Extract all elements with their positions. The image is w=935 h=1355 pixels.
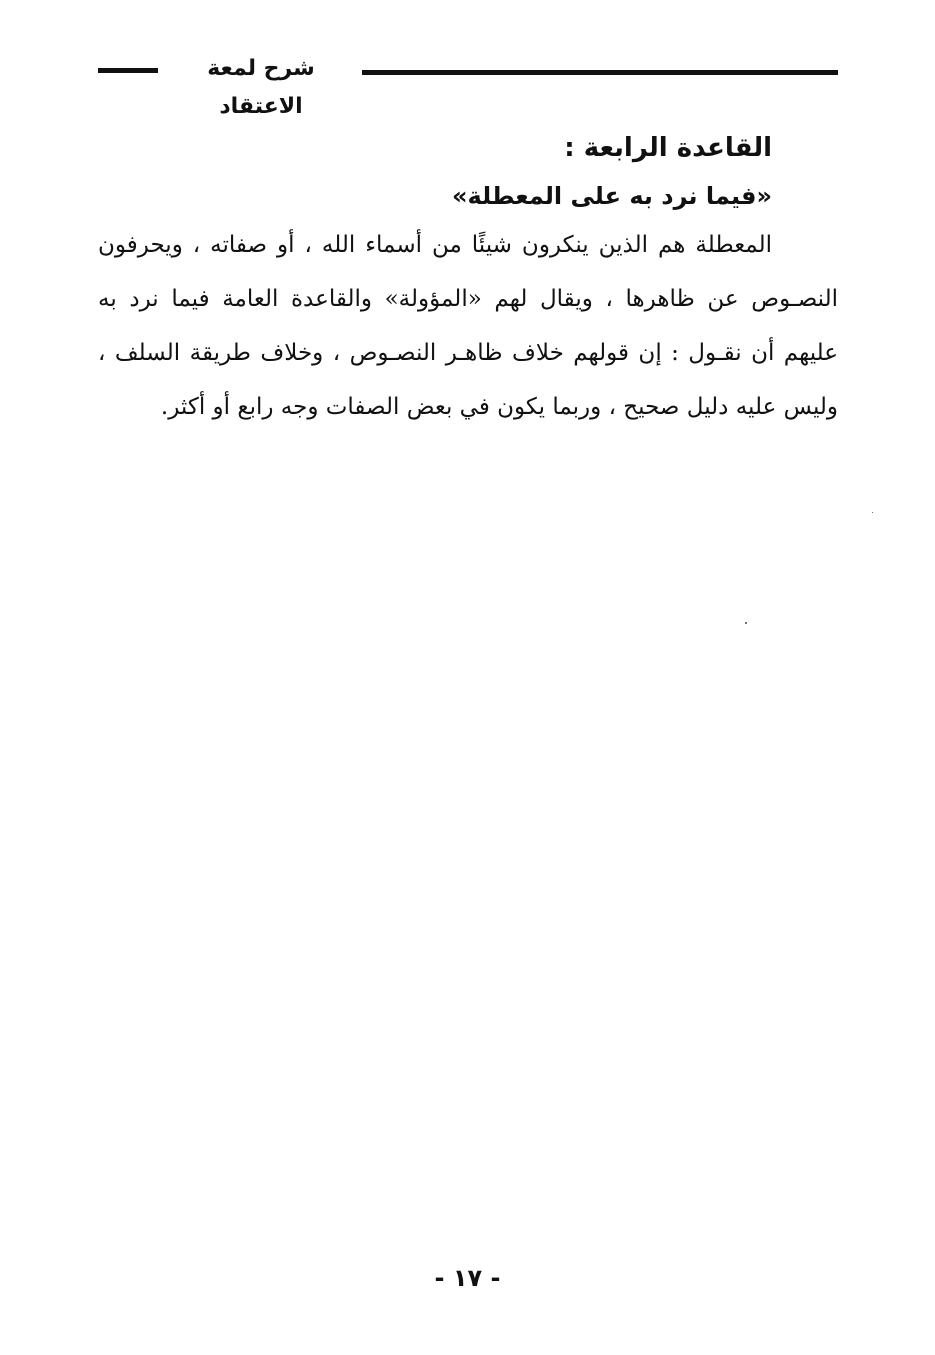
- running-header-title: شرح لمعة الاعتقاد: [207, 56, 315, 119]
- header-rule-left: [98, 68, 158, 73]
- body-paragraph: المعطلة هم الذين ينكرون شيئًا من أسماء الله ، أو صفاته ، ويحرفون النصـوص عن ظاهرها ، ويقال لهم «المؤولة» والقاعدة العامة فيما نرد به عليهم أن نقـول : إن قولهم خلاف ظاهـر النصـوص ، وخلاف طريقة السلف ، وليس عليه دليل صحيح ، وربما يكون في بعض الصفات وجه رابع أو أكثر.: [98, 232, 838, 420]
- page-number: - ١٧ -: [434, 1264, 501, 1292]
- scan-speck: [872, 512, 873, 513]
- section-subheading: «فيما نرد به على المعطلة»: [452, 182, 772, 210]
- section-heading: القاعدة الرابعة :: [564, 133, 772, 163]
- scan-speck: [745, 622, 747, 624]
- page-content: [98, 126, 838, 434]
- header-rule-right: [362, 70, 838, 75]
